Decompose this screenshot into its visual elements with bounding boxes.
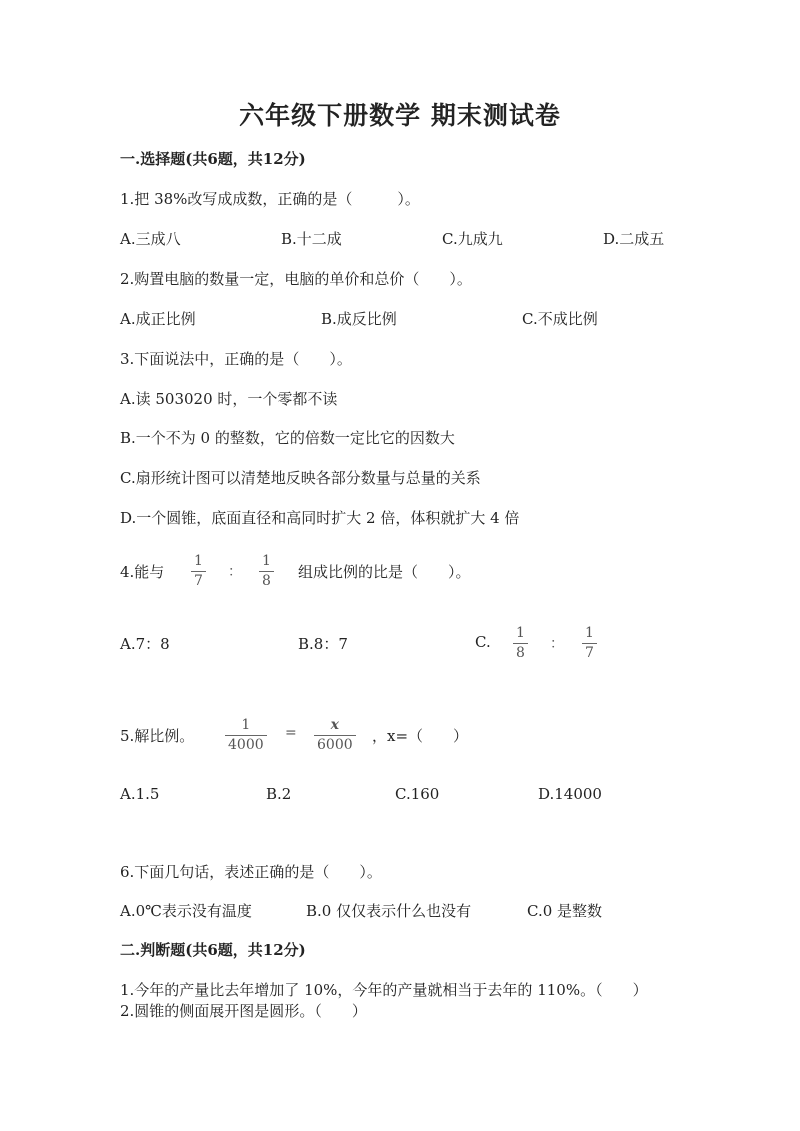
- q5-fraction-right: [314, 717, 356, 754]
- fraction-denominator: 6000: [317, 737, 353, 753]
- q5-option-a: A.1.5: [120, 785, 160, 803]
- judgement-1: 1.今年的产量比去年增加了 10%，今年的产量就相当于去年的 110%。（ ）: [120, 981, 648, 999]
- q4-option-c-colon: ：: [550, 636, 564, 652]
- question-2: 2.购置电脑的数量一定，电脑的单价和总价（ ）。: [120, 270, 472, 288]
- q4-option-c-label: C.: [475, 633, 491, 651]
- fraction-numerator: x: [330, 717, 339, 733]
- q4-option-b: B.8：7: [298, 635, 348, 653]
- fraction-denominator: 4000: [228, 737, 264, 753]
- page-title: 六年级下册数学 期末测试卷: [239, 101, 561, 130]
- q4-fraction-one-eighth: [259, 553, 274, 590]
- q1-option-d: D.二成五: [603, 230, 665, 248]
- q5-fraction-left: [225, 717, 267, 754]
- fraction-denominator: 7: [194, 573, 203, 589]
- section-heading-judgement: 二.判断题(共6题，共12分): [120, 941, 306, 959]
- fraction-denominator: 8: [516, 645, 525, 661]
- question-5-prefix: 5.解比例。: [120, 727, 195, 745]
- q2-option-b: B.成反比例: [321, 310, 397, 328]
- q4-option-a: A.7：8: [120, 635, 170, 653]
- question-1: 1.把 38%改写成成数，正确的是（ ）。: [120, 190, 420, 208]
- fraction-numerator: 1: [585, 625, 594, 641]
- fraction-numerator: 1: [241, 717, 251, 733]
- q6-option-b: B.0 仅仅表示什么也没有: [306, 902, 472, 920]
- q1-option-b: B.十二成: [281, 230, 342, 248]
- q5-option-c: C.160: [395, 785, 440, 803]
- fraction-numerator: 1: [194, 553, 203, 569]
- question-6: 6.下面几句话，表述正确的是（ ）。: [120, 863, 382, 881]
- fraction-denominator: 7: [585, 645, 594, 661]
- q5-equals-sign: =: [285, 725, 297, 741]
- question-3: 3.下面说法中，正确的是（ ）。: [120, 350, 352, 368]
- q2-option-c: C.不成比例: [522, 310, 598, 328]
- question-5-suffix: ，x=（ ）: [372, 727, 469, 745]
- fraction-numerator: 1: [516, 625, 525, 641]
- question-4-suffix: 组成比例的比是（ ）。: [298, 563, 471, 581]
- q1-option-c: C.九成九: [442, 230, 503, 248]
- q1-option-a: A.三成八: [120, 230, 181, 248]
- q3-option-c: C.扇形统计图可以清楚地反映各部分数量与总量的关系: [120, 469, 481, 487]
- q6-option-a: A.0℃表示没有温度: [120, 902, 252, 920]
- q3-option-b: B.一个不为 0 的整数，它的倍数一定比它的因数大: [120, 429, 455, 447]
- q3-option-a: A.读 503020 时，一个零都不读: [120, 390, 338, 408]
- q4-option-c-fraction-one-seventh: [582, 625, 597, 662]
- question-4-prefix: 4.能与: [120, 563, 165, 581]
- q5-option-d: D.14000: [538, 785, 602, 803]
- q4-option-c-fraction-one-eighth: [513, 625, 528, 662]
- q2-option-a: A.成正比例: [120, 310, 196, 328]
- q3-option-d: D.一个圆锥，底面直径和高同时扩大 2 倍，体积就扩大 4 倍: [120, 509, 520, 527]
- fraction-denominator: 8: [262, 573, 271, 589]
- section-heading-choice: 一.选择题(共6题，共12分): [120, 150, 306, 168]
- fraction-numerator: 1: [262, 553, 271, 569]
- q4-fraction-one-seventh: [191, 553, 206, 590]
- q5-option-b: B.2: [266, 785, 292, 803]
- q6-option-c: C.0 是整数: [527, 902, 603, 920]
- judgement-2: 2.圆锥的侧面展开图是圆形。（ ）: [120, 1002, 367, 1020]
- q4-ratio-colon: ：: [228, 564, 242, 580]
